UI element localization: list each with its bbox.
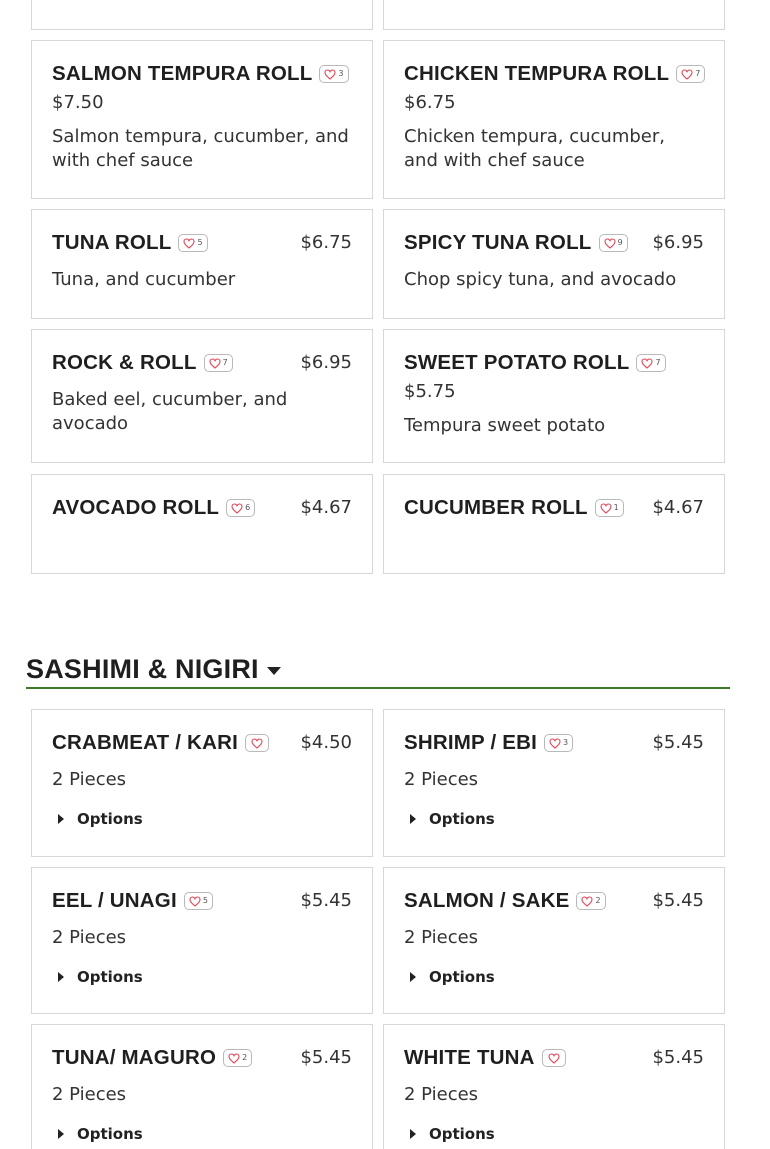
menu-item-card[interactable] [383,867,725,1014]
like-count: 7 [655,358,661,367]
item-description: 2 Pieces [404,927,479,948]
like-button[interactable] [542,1049,566,1067]
heart-icon [600,503,612,514]
like-count: 3 [563,738,569,747]
item-name: CHICKEN TEMPURA ROLL [404,62,670,85]
section-title: SASHIMI & NIGIRI [26,654,259,684]
like-button[interactable] [223,1049,252,1067]
like-count: 5 [202,896,208,905]
item-price: $5.45 [652,1047,704,1068]
section-header-sashimi-nigiri[interactable] [26,653,730,689]
heart-icon [251,738,263,749]
caret-right-icon [58,972,64,982]
item-name: SALMON / SAKE [404,889,570,912]
heart-icon [209,358,221,369]
heart-icon [324,69,336,80]
menu-item-card[interactable] [383,709,725,857]
menu-item-card[interactable] [31,329,373,463]
item-name: ROCK & ROLL [52,351,197,374]
like-count: 5 [197,238,203,247]
menu-item-card[interactable] [383,40,725,199]
options-toggle[interactable] [58,810,352,828]
caret-right-icon [58,814,64,824]
item-header [52,61,352,87]
item-name: SHRIMP / EBI [404,731,538,754]
item-header [52,495,352,521]
heart-icon [604,238,616,249]
item-header [404,230,704,256]
item-price: $4.67 [652,497,704,518]
menu-item-card[interactable] [31,1024,373,1149]
heart-icon [189,896,201,907]
item-description: 2 Pieces [404,1084,479,1105]
item-description: Chicken tempura, cucumber, and with chef sauce [404,126,665,171]
item-price: $7.50 [52,92,104,113]
like-button[interactable] [204,354,233,372]
item-name: SALMON TEMPURA ROLL [52,62,313,85]
item-price: $5.45 [652,732,704,753]
menu-item-card[interactable] [31,474,373,574]
like-button[interactable] [636,354,665,372]
like-button[interactable] [595,499,624,517]
caret-right-icon [410,814,416,824]
options-toggle[interactable] [410,810,704,828]
item-name: TUNA/ MAGURO [52,1046,217,1069]
item-description: 2 Pieces [404,769,479,790]
heart-icon [581,896,593,907]
item-price: $5.45 [300,1047,352,1068]
menu-item-card-partial[interactable] [31,0,373,30]
item-header [52,230,352,256]
like-count: 2 [242,1053,248,1062]
menu-item-card[interactable] [383,209,725,319]
item-price: $4.67 [300,497,352,518]
menu-item-card[interactable] [383,329,725,463]
like-button[interactable] [178,234,207,252]
item-price: $6.75 [404,92,456,113]
item-price: $6.75 [300,232,352,253]
options-toggle[interactable] [58,1125,352,1143]
item-price: $4.50 [300,732,352,753]
heart-icon [228,1053,240,1064]
menu-item-card-partial[interactable] [383,0,725,30]
options-label: Options [429,810,495,828]
options-label: Options [77,810,143,828]
item-name: TUNA ROLL [52,231,172,254]
item-header [404,888,704,914]
like-count: 1 [613,503,619,512]
item-header [52,730,352,756]
options-label: Options [77,968,143,986]
like-button[interactable] [676,65,705,83]
item-description: Tempura sweet potato [404,415,606,436]
like-button[interactable] [184,892,213,910]
item-header [404,730,704,756]
item-header [404,350,704,376]
item-header [404,61,704,87]
menu-item-card[interactable] [383,1024,725,1149]
item-name: SPICY TUNA ROLL [404,231,592,254]
menu-item-card[interactable] [383,474,725,574]
like-button[interactable] [599,234,628,252]
like-button[interactable] [245,734,269,752]
like-count: 3 [338,69,344,78]
item-price: $5.75 [404,381,456,402]
options-toggle[interactable] [410,1125,704,1143]
item-description: 2 Pieces [52,927,127,948]
item-name: WHITE TUNA [404,1046,535,1069]
item-name: SWEET POTATO ROLL [404,351,630,374]
item-name: CUCUMBER ROLL [404,496,588,519]
like-count: 7 [222,358,228,367]
menu-item-card[interactable] [31,209,373,319]
item-name: AVOCADO ROLL [52,496,220,519]
heart-icon [183,238,195,249]
like-button[interactable] [576,892,605,910]
menu-item-card[interactable] [31,709,373,857]
like-button[interactable] [226,499,255,517]
like-count: 6 [245,503,251,512]
caret-right-icon [58,1129,64,1139]
menu-item-card[interactable] [31,40,373,199]
menu-item-card[interactable] [31,867,373,1014]
item-description: 2 Pieces [52,1084,127,1105]
heart-icon [641,358,653,369]
heart-icon [548,1053,560,1064]
item-price: $5.45 [652,890,704,911]
item-header [404,495,704,521]
like-button[interactable] [319,65,348,83]
heart-icon [549,738,561,749]
item-description: 2 Pieces [52,769,127,790]
options-label: Options [429,968,495,986]
item-name: EEL / UNAGI [52,889,177,912]
item-price: $6.95 [300,352,352,373]
like-count: 2 [595,896,601,905]
heart-icon [681,69,693,80]
item-name: CRABMEAT / KARI [52,731,238,754]
options-label: Options [429,1125,495,1143]
like-button[interactable] [544,734,573,752]
like-count: 7 [695,69,701,78]
item-description: Salmon tempura, cucumber, and with chef sauce [52,126,349,171]
item-header [404,1045,704,1071]
caret-right-icon [410,1129,416,1139]
options-toggle[interactable] [410,968,704,986]
item-header [52,1045,352,1071]
item-price: $5.45 [300,890,352,911]
options-label: Options [77,1125,143,1143]
item-header [52,350,352,376]
item-description: Baked eel, cucumber, and avocado [52,389,288,434]
item-price: $6.95 [652,232,704,253]
item-description: Chop spicy tuna, and avocado [404,269,677,290]
item-description: Tuna, and cucumber [52,269,236,290]
caret-down-icon[interactable] [267,667,281,675]
like-count: 9 [617,238,623,247]
options-toggle[interactable] [58,968,352,986]
caret-right-icon [410,972,416,982]
item-header [52,888,352,914]
heart-icon [231,503,243,514]
